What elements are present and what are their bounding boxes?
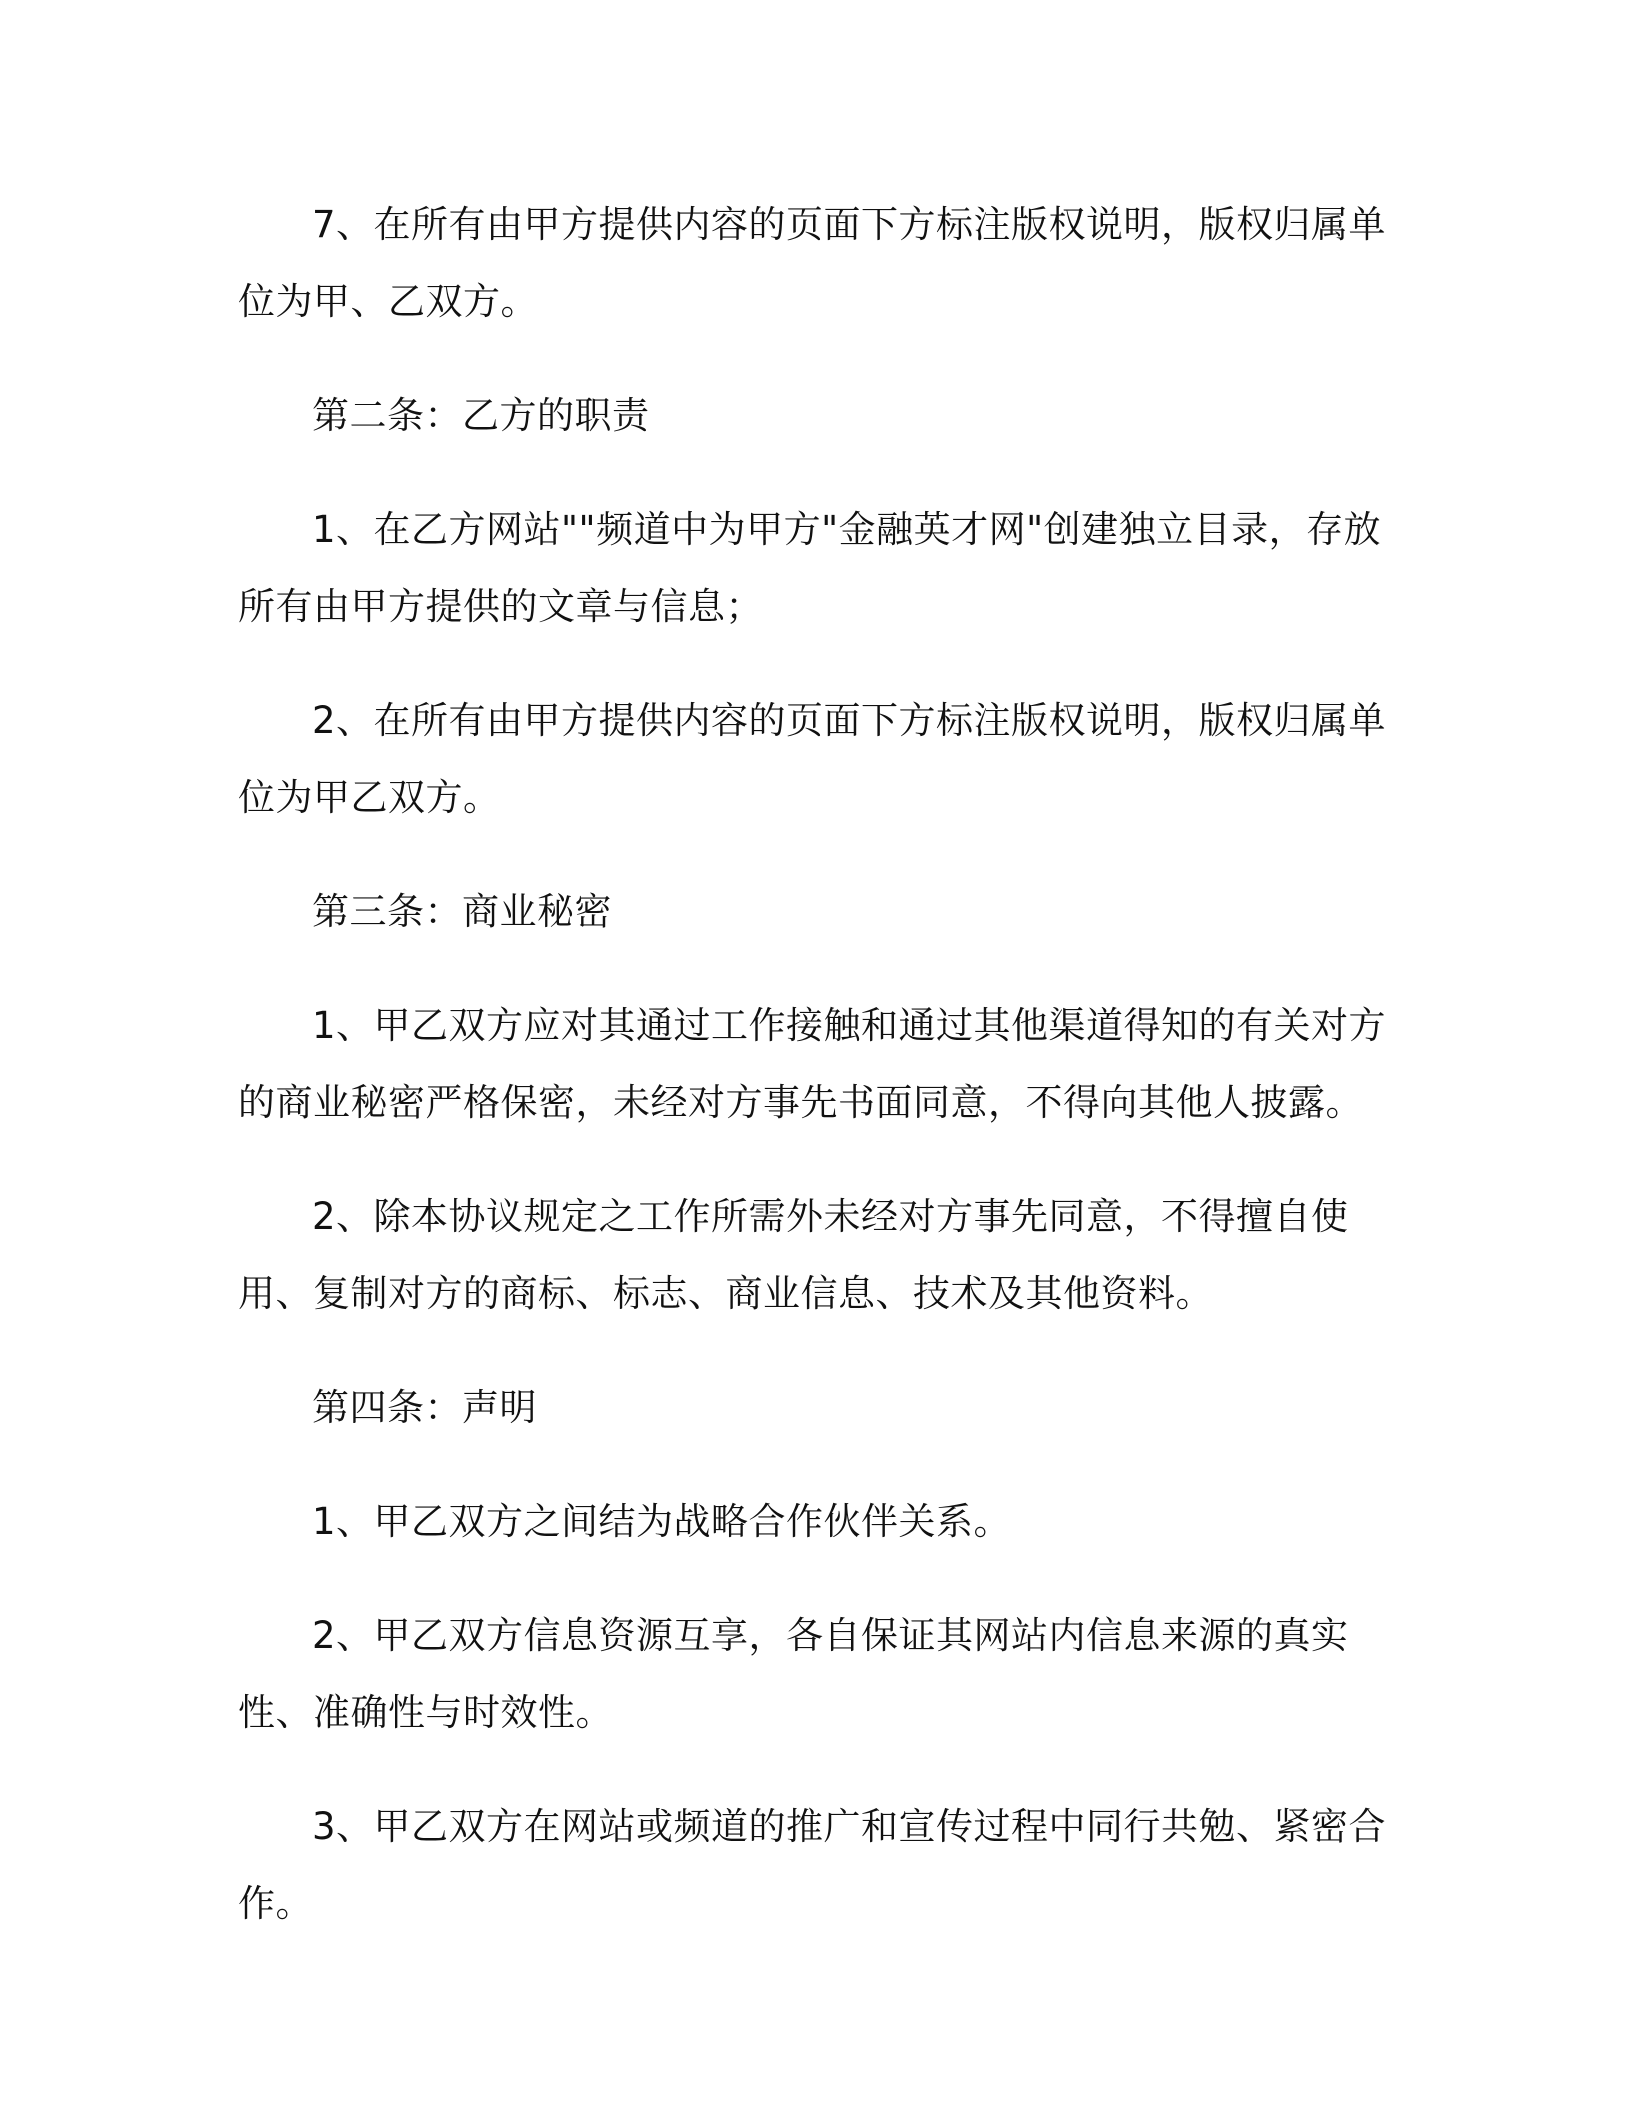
section-heading-article-4: 第四条：声明 xyxy=(312,1386,537,1429)
section-heading-article-2: 第二条：乙方的职责 xyxy=(312,394,650,437)
clause-4-item-1: 1、甲乙双方之间结为战略合作伙伴关系。 xyxy=(312,1500,1012,1543)
section-heading-article-3: 第三条：商业秘密 xyxy=(312,890,612,933)
document-body xyxy=(238,186,1400,1979)
clause-4-item-2: 2、甲乙双方信息资源互享，各自保证其网站内信息来源的真实性、准确性与时效性。 xyxy=(238,1614,1349,1734)
clause-3-item-2: 2、除本协议规定之工作所需外未经对方事先同意，不得擅自使用、复制对方的商标、标志、商业信息、技术及其他资料。 xyxy=(238,1195,1349,1315)
clause-2-item-2: 2、在所有由甲方提供内容的页面下方标注版权说明，版权归属单位为甲乙双方。 xyxy=(238,699,1387,819)
clause-1-item-7: 7、在所有由甲方提供内容的页面下方标注版权说明，版权归属单位为甲、乙双方。 xyxy=(238,203,1387,323)
clause-4-item-3: 3、甲乙双方在网站或频道的推广和宣传过程中同行共勉、紧密合作。 xyxy=(238,1805,1387,1925)
clause-3-item-1: 1、甲乙双方应对其通过工作接触和通过其他渠道得知的有关对方的商业秘密严格保密，未经对方事先书面同意，不得向其他人披露。 xyxy=(238,1004,1387,1124)
clause-2-item-1: 1、在乙方网站""频道中为甲方"金融英才网"创建独立目录，存放所有由甲方提供的文章与信息； xyxy=(238,508,1382,628)
